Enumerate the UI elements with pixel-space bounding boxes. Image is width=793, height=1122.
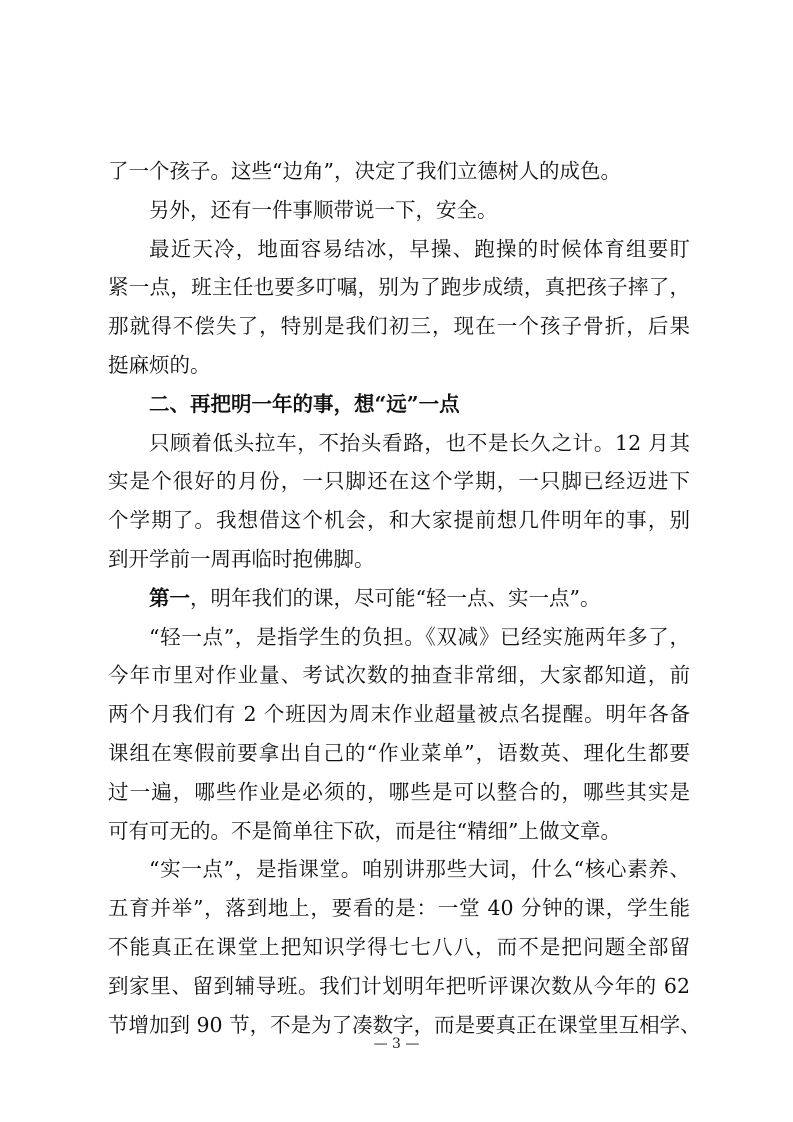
text-line <box>108 462 690 501</box>
body-text <box>108 152 701 1044</box>
line-text: 节增加到 90 节，不是为了凑数字，而是要真正在课堂里互相学、 <box>108 1012 701 1037</box>
text-line <box>108 346 690 385</box>
text-line <box>108 928 690 967</box>
line-text: 紧一点，班主任也要多叮嘱，别为了跑步成绩，真把孩子摔了， <box>108 275 690 300</box>
line-text: 那就得不偿失了，特别是我们初三，现在一个孩子骨折，后果 <box>108 314 690 339</box>
text-line <box>108 540 690 579</box>
line-text: 到开学前一周再临时抱佛脚。 <box>108 546 375 571</box>
line-text: 课组在寒假前要拿出自己的“作业菜单”，语数英、理化生都要 <box>108 740 690 765</box>
line-text: 到家里、留到辅导班。我们计划明年把听评课次数从今年的 62 <box>108 973 690 998</box>
line-text: “轻一点”，是指学生的负担。《双减》已经实施两年多了， <box>149 624 690 649</box>
line-text: 实是个很好的月份，一只脚还在这个学期，一只脚已经迈进下 <box>108 469 690 494</box>
text-line <box>108 501 690 540</box>
bold-lead: 第一 <box>149 585 190 610</box>
line-text: “实一点”，是指课堂。咱别讲那些大词，什么“核心素养、 <box>149 857 690 882</box>
text-line <box>108 695 690 734</box>
text-line <box>108 424 690 463</box>
line-text: 挺麻烦的。 <box>108 352 211 377</box>
text-line <box>108 850 690 889</box>
text-line <box>108 579 690 618</box>
line-text: 过一遍，哪些作业是必须的，哪些是可以整合的，哪些其实是 <box>108 779 690 804</box>
line-text: 两个月我们有 2 个班因为周末作业超量被点名提醒。明年各备 <box>108 702 690 727</box>
line-text: 二、再把明一年的事，想“远”一点 <box>149 391 460 416</box>
section-heading <box>108 385 690 424</box>
text-line <box>108 230 690 269</box>
text-line <box>108 268 690 307</box>
page-number: — 3 — <box>373 1036 420 1052</box>
text-line <box>108 812 690 851</box>
line-text: 了一个孩子。这些“边角”，决定了我们立德树人的成色。 <box>108 159 621 183</box>
line-text: 只顾着低头拉车，不抬头看路，也不是长久之计。12 月其 <box>149 430 690 455</box>
text-line <box>108 191 690 230</box>
text-line <box>108 656 690 695</box>
text-line <box>108 734 690 773</box>
text-line <box>108 889 690 928</box>
text-line <box>108 618 690 657</box>
text-line <box>108 152 690 191</box>
line-text: 另外，还有一件事顺带说一下，安全。 <box>149 197 498 222</box>
text-line <box>108 773 690 812</box>
line-text: 不能真正在课堂上把知识学得七七八八，而不是把问题全部留 <box>108 934 690 959</box>
text-line <box>108 967 690 1006</box>
line-text: 可有可无的。不是简单往下砍，而是往“精细”上做文章。 <box>108 818 621 843</box>
line-text: 五育并举”，落到地上，要看的是：一堂 40 分钟的课，学生能 <box>108 896 690 921</box>
text-line <box>108 307 690 346</box>
line-text: 最近天冷，地面容易结冰，早操、跑操的时候体育组要盯 <box>149 236 690 261</box>
line-text: ，明年我们的课，尽可能“轻一点、实一点”。 <box>190 585 601 610</box>
line-text: 个学期了。我想借这个机会，和大家提前想几件明年的事，别 <box>108 508 690 533</box>
line-text: 今年市里对作业量、考试次数的抽查非常细，大家都知道，前 <box>108 663 690 688</box>
